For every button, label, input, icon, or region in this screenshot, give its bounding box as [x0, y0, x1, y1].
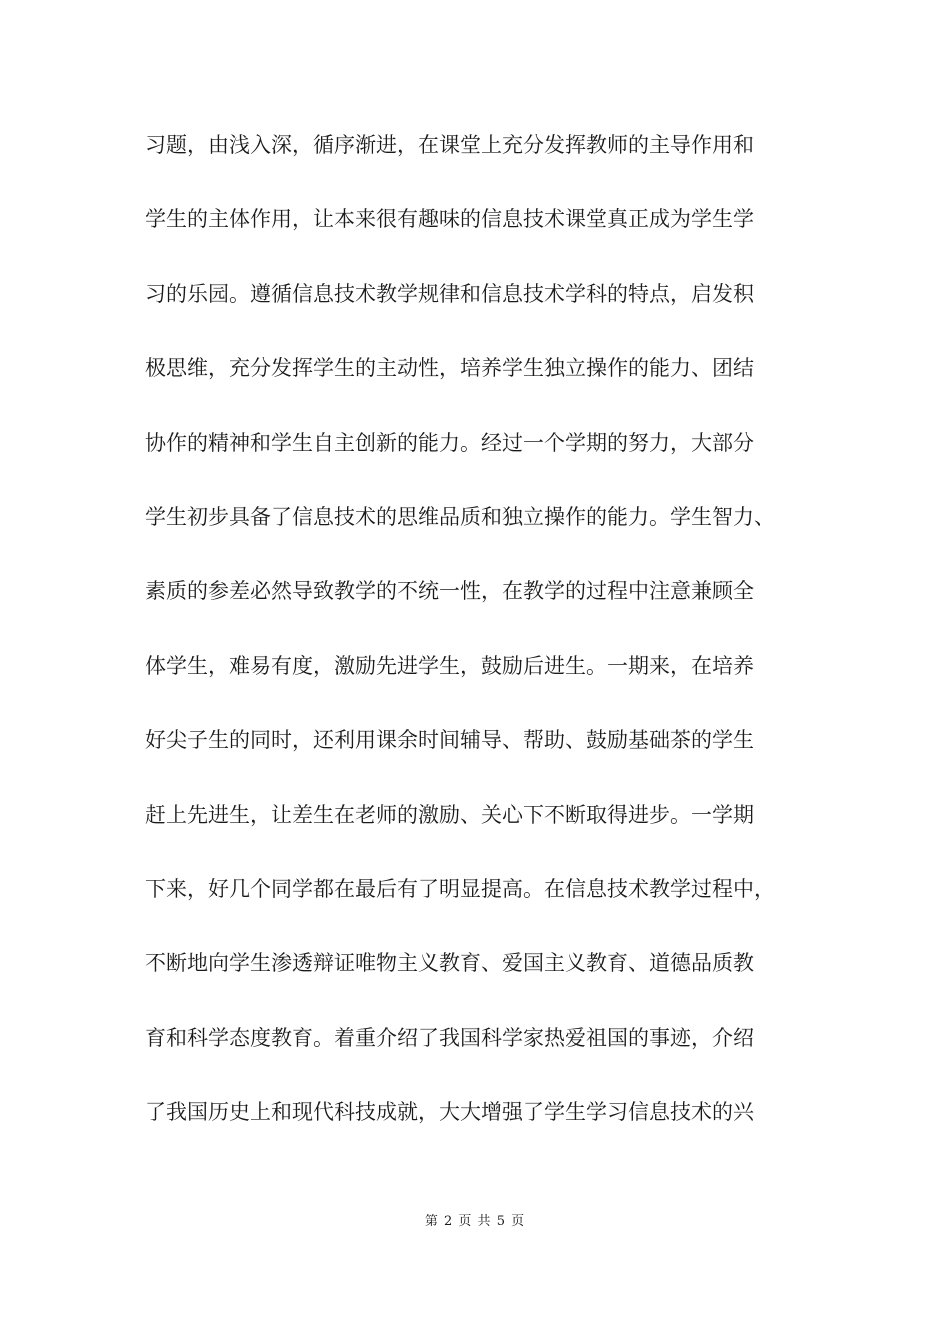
text-line: 学生初步具备了信息技术的思维品质和独立操作的能力。学生智力、: [145, 504, 775, 529]
text-line: 好尖子生的同时，还利用课余时间辅导、帮助、鼓励基础茶的学生: [145, 728, 754, 753]
text-line: 习的乐园。遵循信息技术教学规律和信息技术学科的特点，启发积: [145, 281, 754, 306]
text-line: 极思维，充分发挥学生的主动性，培养学生独立操作的能力、团结: [145, 356, 754, 381]
text-line: 体学生，难易有度，激励先进学生，鼓励后进生。一期来，在培养: [145, 653, 754, 678]
page-footer: [0, 1210, 950, 1229]
text-line: 学生的主体作用，让本来很有趣味的信息技术课堂真正成为学生学: [145, 207, 754, 232]
text-line: 育和科学态度教育。着重介绍了我国科学家热爱祖国的事迹，介绍: [145, 1025, 754, 1050]
text-line: 赶上先进生，让差生在老师的激励、关心下不断取得进步。一学期: [145, 802, 754, 827]
text-line: 不断地向学生渗透辩证唯物主义教育、爱国主义教育、道德品质教: [145, 951, 754, 976]
text-line: 习题，由浅入深，循序渐进，在课堂上充分发挥教师的主导作用和: [145, 133, 754, 157]
page-number-label: 第 2 页 共 5 页: [424, 1214, 526, 1229]
body-text: [145, 133, 825, 1174]
text-line: 素质的参差必然导致教学的不统一性，在教学的过程中注意兼顾全: [145, 579, 754, 604]
text-line: 了我国历史上和现代科技成就，大大增强了学生学习信息技术的兴: [145, 1100, 754, 1125]
text-line: 协作的精神和学生自主创新的能力。经过一个学期的努力，大部分: [145, 430, 754, 455]
text-line: 下来，好几个同学都在最后有了明显提高。在信息技术教学过程中，: [145, 876, 775, 901]
